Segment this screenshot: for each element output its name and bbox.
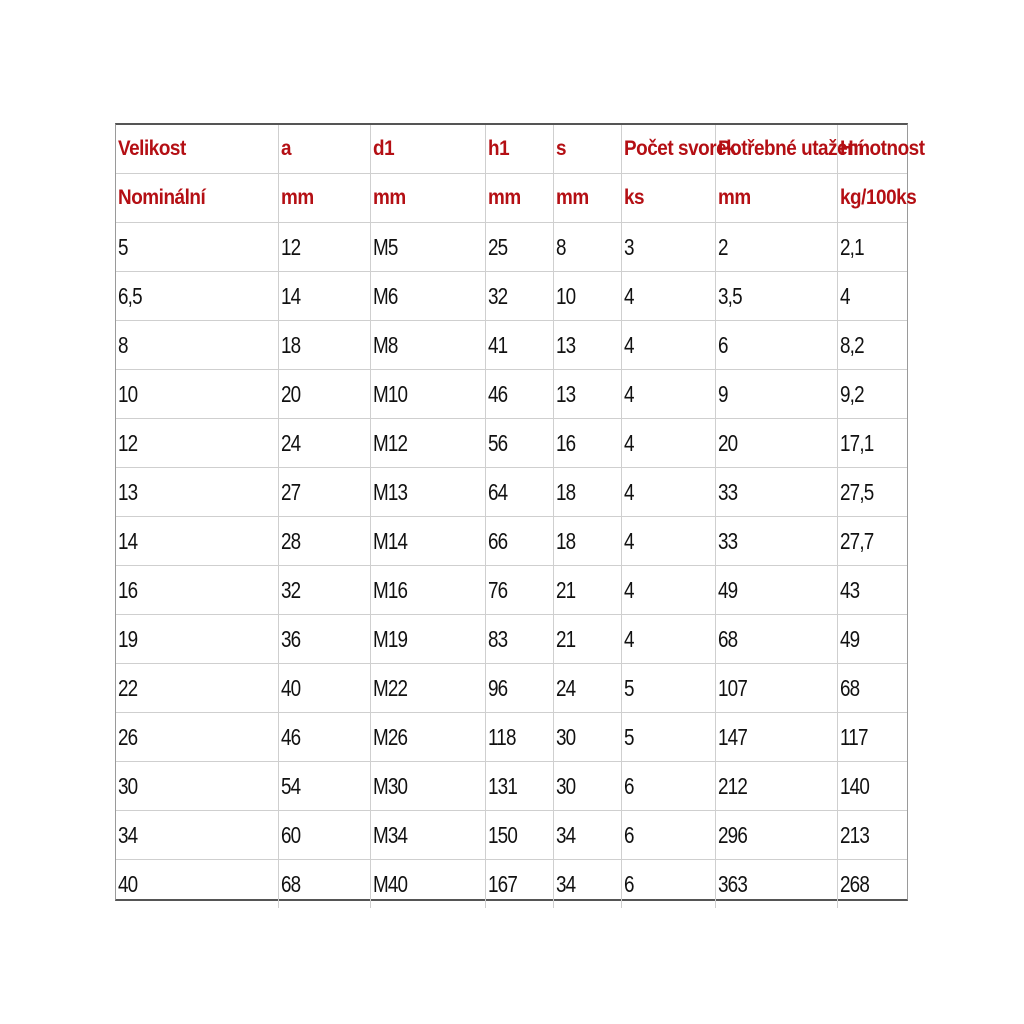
header-unit-cell: mm: [553, 174, 621, 223]
header-cell: Počet svorek: [621, 125, 715, 174]
table-cell: 212: [715, 762, 837, 811]
table-cell: 68: [715, 615, 837, 664]
table-cell: 118: [485, 713, 553, 762]
table-cell: 6: [715, 321, 837, 370]
table-cell: 3,5: [715, 272, 837, 321]
table-cell: 8,2: [837, 321, 907, 370]
table-cell: 14: [116, 517, 278, 566]
table-cell: 2,1: [837, 223, 907, 272]
table-cell: 30: [553, 762, 621, 811]
table-cell: 18: [553, 517, 621, 566]
table-cell: M19: [370, 615, 485, 664]
header-unit-cell: mm: [278, 174, 370, 223]
table-cell: 12: [278, 223, 370, 272]
table-cell: 5: [621, 664, 715, 713]
table-cell: M10: [370, 370, 485, 419]
table-cell: M8: [370, 321, 485, 370]
header-cell: Velikost: [116, 125, 278, 174]
table-cell: 10: [116, 370, 278, 419]
table-cell: M14: [370, 517, 485, 566]
table-cell: 4: [621, 419, 715, 468]
table-cell: 3: [621, 223, 715, 272]
header-unit-cell: mm: [370, 174, 485, 223]
table-cell: 150: [485, 811, 553, 860]
table-cell: 4: [621, 517, 715, 566]
table-cell: 30: [116, 762, 278, 811]
table-cell: 60: [278, 811, 370, 860]
table-cell: 46: [278, 713, 370, 762]
table-cell: 2: [715, 223, 837, 272]
table-cell: 4: [621, 566, 715, 615]
table-cell: 147: [715, 713, 837, 762]
table-cell: 4: [621, 370, 715, 419]
table-row: [116, 566, 907, 615]
table-cell: 16: [116, 566, 278, 615]
table-cell: 4: [621, 615, 715, 664]
table-cell: 117: [837, 713, 907, 762]
header-cell: s: [553, 125, 621, 174]
table-cell: 167: [485, 860, 553, 909]
header-unit-cell: mm: [485, 174, 553, 223]
table-cell: 66: [485, 517, 553, 566]
table-cell: 6: [621, 811, 715, 860]
spec-table: [116, 125, 925, 908]
table-cell: 13: [553, 370, 621, 419]
header-cell: Potřebné utažení: [715, 125, 837, 174]
table-row: [116, 370, 907, 419]
table-cell: M34: [370, 811, 485, 860]
table-cell: 18: [278, 321, 370, 370]
table-cell: 54: [278, 762, 370, 811]
table-cell: 36: [278, 615, 370, 664]
table-cell: 13: [553, 321, 621, 370]
table-cell: 4: [621, 321, 715, 370]
table-row: [116, 811, 907, 860]
table-cell: 10: [553, 272, 621, 321]
table-cell: 296: [715, 811, 837, 860]
table-cell: M30: [370, 762, 485, 811]
table-cell: 4: [621, 272, 715, 321]
table-cell: 25: [485, 223, 553, 272]
table-cell: 19: [116, 615, 278, 664]
table-cell: 27,5: [837, 468, 907, 517]
header-unit-cell: kg/100ks: [837, 174, 907, 223]
table-cell: 32: [278, 566, 370, 615]
table-row: [116, 664, 907, 713]
table-cell: 24: [278, 419, 370, 468]
table-cell: 83: [485, 615, 553, 664]
table-cell: 32: [485, 272, 553, 321]
table-cell: 24: [553, 664, 621, 713]
header-row-names: [116, 125, 907, 174]
table-row: [116, 762, 907, 811]
table-cell: 34: [116, 811, 278, 860]
table-cell: 140: [837, 762, 907, 811]
table-cell: 26: [116, 713, 278, 762]
table-cell: 5: [621, 713, 715, 762]
header-row-units: [116, 174, 907, 223]
header-cell: Hmotnost: [837, 125, 907, 174]
table-cell: M40: [370, 860, 485, 909]
spec-table-container: [115, 123, 925, 901]
table-row: [116, 615, 907, 664]
table-cell: 9: [715, 370, 837, 419]
table-cell: 13: [116, 468, 278, 517]
header-unit-cell: ks: [621, 174, 715, 223]
header-cell: a: [278, 125, 370, 174]
table-cell: 68: [837, 664, 907, 713]
table-cell: 40: [278, 664, 370, 713]
table-cell: 33: [715, 517, 837, 566]
table-cell: 30: [553, 713, 621, 762]
table-cell: M22: [370, 664, 485, 713]
table-cell: 16: [553, 419, 621, 468]
table-cell: M12: [370, 419, 485, 468]
table-cell: 27: [278, 468, 370, 517]
header-unit-cell: Nominální: [116, 174, 278, 223]
table-cell: 12: [116, 419, 278, 468]
table-cell: 21: [553, 615, 621, 664]
table-cell: 17,1: [837, 419, 907, 468]
table-cell: 28: [278, 517, 370, 566]
table-cell: 49: [837, 615, 907, 664]
table-cell: 21: [553, 566, 621, 615]
table-cell: 6: [621, 762, 715, 811]
table-cell: 9,2: [837, 370, 907, 419]
spec-table-body: [116, 125, 925, 908]
table-cell: 4: [621, 468, 715, 517]
table-cell: 46: [485, 370, 553, 419]
table-cell: 363: [715, 860, 837, 909]
table-row: [116, 321, 907, 370]
table-row: [116, 223, 907, 272]
table-cell: 34: [553, 860, 621, 909]
table-cell: 131: [485, 762, 553, 811]
table-cell: 68: [278, 860, 370, 909]
table-row: [116, 713, 907, 762]
header-cell: d1: [370, 125, 485, 174]
table-cell: 96: [485, 664, 553, 713]
table-cell: 22: [116, 664, 278, 713]
table-row: [116, 468, 907, 517]
table-cell: 107: [715, 664, 837, 713]
table-cell: 43: [837, 566, 907, 615]
table-cell: 4: [837, 272, 907, 321]
table-cell: 8: [116, 321, 278, 370]
table-cell: 268: [839, 870, 869, 897]
table-cell: 27,7: [837, 517, 907, 566]
table-cell: 20: [715, 419, 837, 468]
table-cell: M16: [370, 566, 485, 615]
table-cell: 8: [553, 223, 621, 272]
header-cell: h1: [485, 125, 553, 174]
table-cell: M6: [370, 272, 485, 321]
table-row: [116, 517, 907, 566]
table-row: [116, 860, 907, 909]
table-cell: M26: [370, 713, 485, 762]
table-cell: M5: [370, 223, 485, 272]
table-cell: 34: [553, 811, 621, 860]
table-row: [116, 419, 907, 468]
table-cell: 41: [485, 321, 553, 370]
table-cell: 5: [116, 223, 278, 272]
table-cell: 76: [485, 566, 553, 615]
table-cell: 40: [116, 860, 278, 909]
table-cell: 18: [553, 468, 621, 517]
header-unit-cell: mm: [715, 174, 837, 223]
table-cell: 33: [715, 468, 837, 517]
table-cell: 14: [278, 272, 370, 321]
table-cell: 6,5: [116, 272, 278, 321]
table-row: [116, 272, 907, 321]
table-cell: 20: [278, 370, 370, 419]
table-cell: M13: [370, 468, 485, 517]
table-cell: 56: [485, 419, 553, 468]
table-cell: 64: [485, 468, 553, 517]
table-cell: 49: [715, 566, 837, 615]
table-cell: 213: [837, 811, 907, 860]
table-cell: 6: [621, 860, 715, 909]
